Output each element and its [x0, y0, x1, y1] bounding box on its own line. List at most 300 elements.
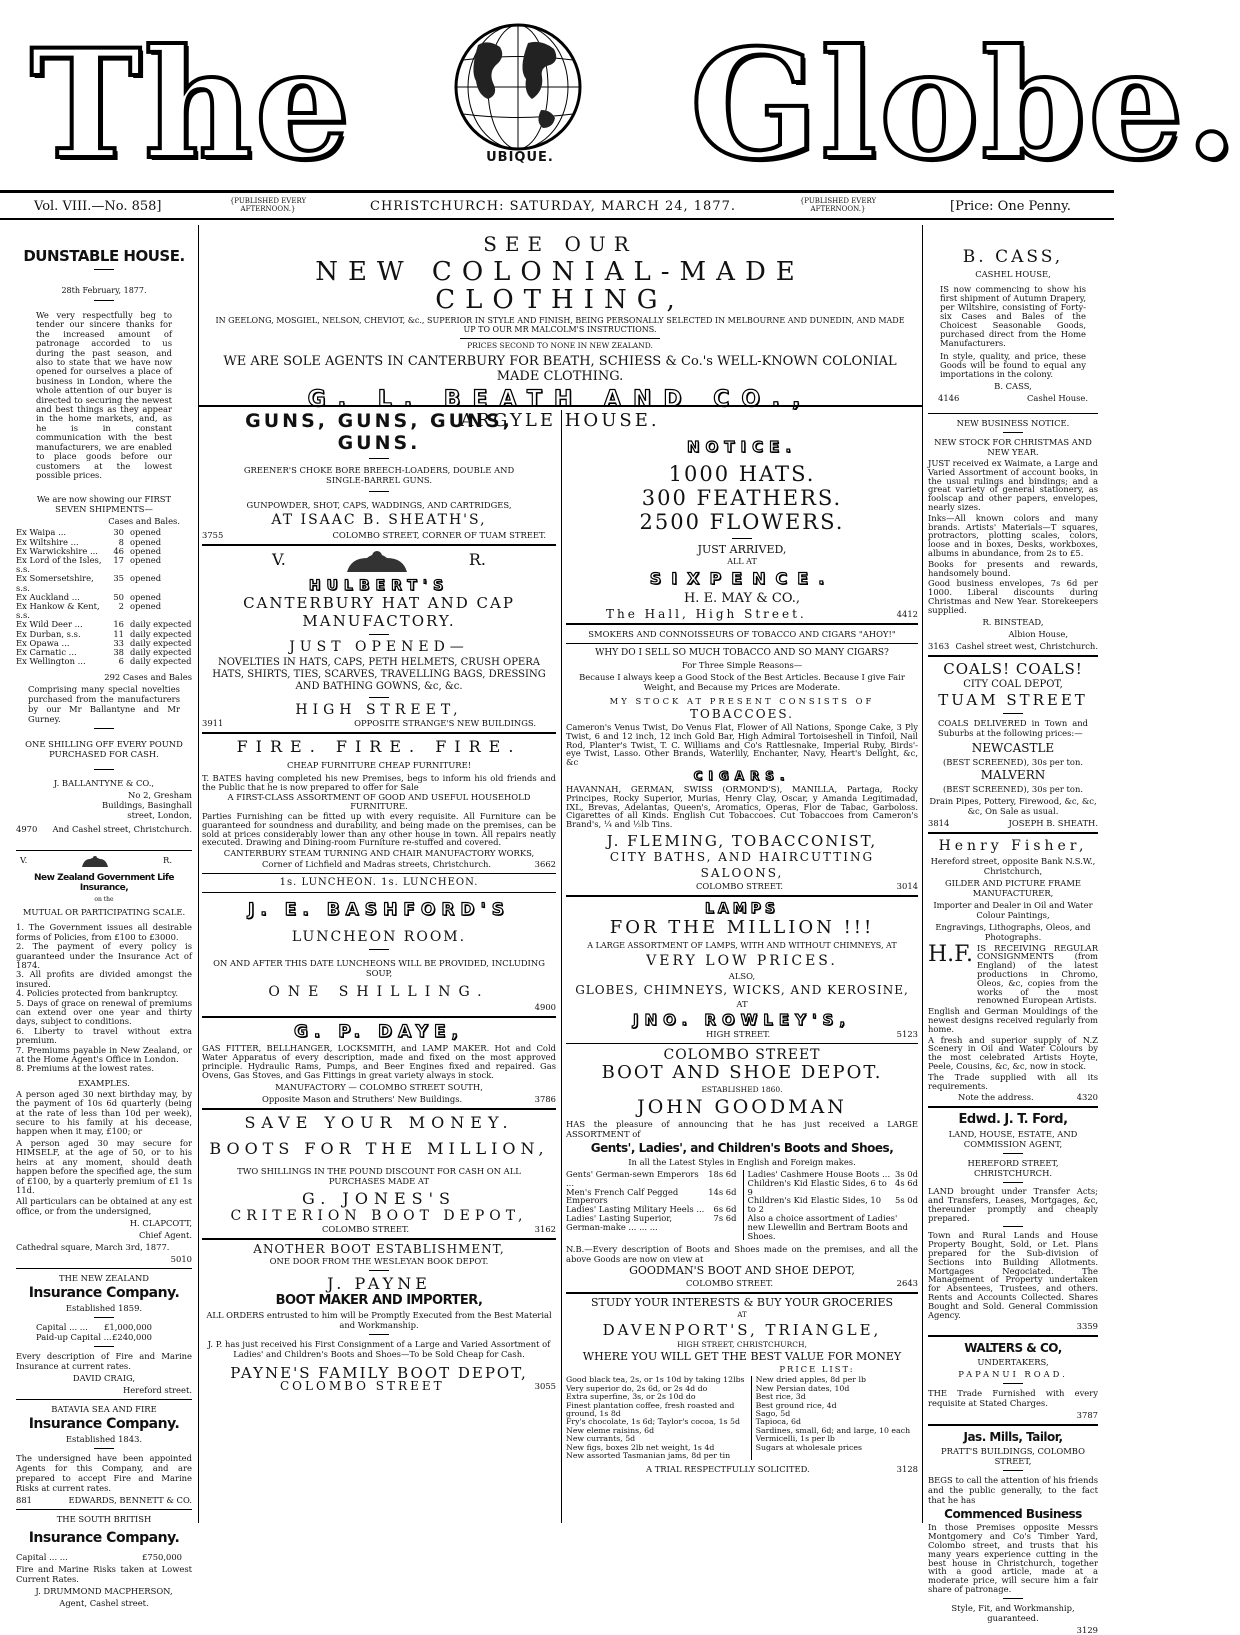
shipment-status: opened	[130, 527, 162, 538]
ad-text: 1000 HATS.	[668, 462, 816, 486]
list-item: 3. All profits are divided amongst the insured.	[16, 969, 192, 989]
ad-title: FIRE. FIRE. FIRE.	[236, 737, 522, 756]
ad-number: 3128	[896, 1464, 918, 1475]
ad-text: JUST OPENED—	[289, 639, 469, 655]
shipment-status: daily expected	[130, 619, 192, 630]
ad-text: NOVELTIES IN HATS, CAPS, PETH HELMETS, CRUSH OPERA HATS, SHIRTS, TIES, SCARVES, TRAVELLING BAGS, DRESSING AND BATHING GOWNS, &c, &c.	[212, 657, 546, 692]
ad-ford-land-agent	[928, 1112, 1098, 1331]
ad-text: GUNPOWDER, SHOT, CAPS, WADDINGS, AND CARTRIDGES,	[246, 500, 512, 510]
list-item: New eleme raisins, 6d	[566, 1425, 655, 1435]
ad-south-british-insurance	[16, 1514, 192, 1608]
ad-text: TWO SHILLINGS IN THE POUND DISCOUNT FOR CASH ON ALL PURCHASES MADE AT	[237, 1165, 521, 1186]
ad-title: HULBERT'S	[308, 578, 450, 594]
ad-text: TOBACCOES.	[690, 707, 794, 721]
ad-text: 300 FEATHERS.	[641, 486, 843, 510]
ad-text: IS RECEIVING REGULAR CONSIGNMENTS (from England) of the latest productions in Chromo, Oleos, &c, copies from the works of the most renowned European Artists.	[977, 942, 1098, 1006]
ad-text: ANOTHER BOOT ESTABLISHMENT,	[253, 1241, 505, 1256]
ad-jones-boots	[202, 1114, 556, 1234]
ad-number: 881	[16, 1495, 32, 1506]
item-price: 14s 6d	[708, 1186, 737, 1197]
ad-title: CANTERBURY HAT AND CAP MANUFACTORY.	[243, 594, 515, 630]
ad-title: G. P. DAYE,	[293, 1022, 465, 1043]
dateline	[0, 190, 1114, 220]
ad-text: ESTABLISHED 1860.	[701, 1084, 783, 1094]
ad-title: BOOT AND SHOE DEPOT.	[601, 1061, 883, 1083]
ad-text: A person aged 30 next birthday may, by the payment of 10s 6d quarterly (being at the rate of less than 10d per week), secure to his family at his decease, happen when it may, £100; or	[16, 1088, 192, 1137]
ad-number: 4146	[938, 393, 960, 403]
ad-text: For Three Simple Reasons—	[681, 660, 803, 670]
shipment-count: 38	[113, 646, 124, 657]
ad-text: GREENER'S CHOKE BORE BREECH-LOADERS, DOUBLE AND SINGLE-BARREL GUNS.	[243, 465, 515, 485]
shipment-count: 2	[118, 600, 124, 611]
ad-text: AT ISAAC B. SHEATH'S,	[271, 512, 487, 528]
price-list-right	[751, 1376, 918, 1460]
list-item: Finest plantation coffee, fresh roasted and ground, 1s 8d	[566, 1400, 735, 1418]
ad-text: £240,000	[112, 1332, 152, 1343]
ad-title: BOOTS FOR THE MILLION,	[209, 1138, 549, 1158]
ad-signature: J. DRUMMOND MACPHERSON,	[35, 1586, 173, 1597]
ad-text: WE ARE SOLE AGENTS IN CANTERBURY FOR BEATH, SCHIESS & Co.'s WELL-KNOWN COLONIAL MADE CLOTHING.	[223, 354, 897, 384]
ad-number: 4970	[16, 824, 38, 835]
ad-text: UNDERTAKERS,	[977, 1357, 1049, 1368]
ad-beath-clothing	[202, 230, 918, 431]
ad-title: J. E. BASHFORD'S	[248, 900, 510, 921]
ad-text: V.	[272, 550, 286, 569]
ad-text: MALVERN	[980, 767, 1046, 782]
ad-nz-government-life	[16, 855, 192, 1264]
ad-number: 3129	[1076, 1624, 1098, 1635]
ad-signature: Cathedral square, March 3rd, 1877.	[16, 1242, 170, 1253]
shipment-status: opened	[130, 573, 162, 584]
item-name: Ladies' Cashmere House Boots ...	[747, 1168, 891, 1179]
masthead	[0, 0, 1240, 193]
ad-text: Cameron's Venus Twist, Do Venus Flat, Flower of All Nations, Sponge Cake, 3 Ply Twist, 6 and 12 inch, 12 inch Gold Bar, High Admiral Tortoiseshell in Tinfoil, Nail Rod, Planter's Twist, T. C. Williams and Co's Rattlesnake, Imperial Ruby, Birds'-eye Twist, Lasso. Other Brands, Waterlily, Enchanter, Navy, Heart's Delight, &c, &c	[566, 722, 918, 768]
shipment-name: Ex Wiltshire ...	[16, 536, 79, 547]
item-name: Children's Kid Elastic Sides, 10 to 2	[747, 1195, 882, 1215]
ad-text: PAPANUI ROAD.	[958, 1369, 1068, 1380]
ad-text: COALS DELIVERED in Town and Suburbs at the following prices:—	[938, 717, 1088, 738]
volume-number: Vol. VIII.—No. 858]	[34, 199, 162, 214]
ad-title: G. JONES'S	[302, 1188, 456, 1208]
shipment-name: Ex Somersetshire, s.s.	[16, 573, 94, 593]
ad-title: JOHN GOODMAN	[637, 1095, 847, 1118]
shipment-count: 33	[113, 637, 124, 648]
ad-title: Insurance Company.	[28, 1530, 180, 1547]
ad-text: SEE OUR	[483, 232, 637, 256]
ad-number: 3755	[202, 530, 224, 540]
ad-signature: J. BALLANTYNE & CO.,	[53, 778, 155, 789]
ad-text: LUNCHEON ROOM.	[291, 929, 467, 946]
ad-title: J. FLEMING, TOBACCONIST,	[606, 831, 878, 850]
ad-title: JNO. ROWLEY'S,	[632, 1010, 852, 1029]
ad-text: CITY COAL DEPOT,	[963, 678, 1063, 690]
ad-text: T. BATES having completed his new Premises, begs to inform his old friends and the Public that he is now prepared to offer for Sale	[202, 773, 556, 792]
ad-number: 3662	[534, 859, 556, 870]
ad-title: PAYNE'S FAMILY BOOT DEPOT,	[230, 1363, 528, 1382]
ad-text: Albion House,	[1008, 628, 1068, 639]
ad-text: Capital ... ...	[16, 1552, 68, 1563]
ad-text: MUTUAL OR PARTICIPATING SCALE.	[22, 907, 186, 918]
ad-text: PRICES SECOND TO NONE IN NEW ZEALAND.	[460, 338, 660, 350]
ad-body: 292 Cases and Bales	[104, 672, 192, 683]
price-list-left	[566, 1376, 745, 1460]
ad-text: THE Trade Furnished with every requisite at Stated Charges.	[928, 1388, 1098, 1409]
ad-signature: EDWARDS, BENNETT & CO.	[68, 1495, 192, 1506]
ad-number: 5123	[896, 1028, 918, 1039]
list-item: 1. The Government issues all desirable forms of Policies, from £100 to £3000.	[16, 922, 192, 942]
ad-text: Inks—All known colors and many brands. Artists' Materials—T squares, protractors, plotting scales, colors, loose and in boxes, Desks, workboxes, albums in abundance, from 2s to £5.	[928, 512, 1098, 558]
list-item	[566, 1214, 737, 1232]
ad-signature: Chief Agent.	[139, 1230, 192, 1241]
column-3	[566, 410, 918, 1525]
shipment-name: Ex Wild Deer ...	[16, 619, 83, 630]
ad-text: (BEST SCREENED), 30s per ton.	[942, 783, 1083, 794]
ad-payne-boots	[202, 1241, 556, 1393]
item-price: 3s 0d	[895, 1168, 918, 1179]
ad-text: CIGARS.	[693, 768, 791, 783]
shipment-name: Ex Carnatic ...	[16, 646, 77, 657]
ad-title: Henry Fisher,	[938, 837, 1088, 854]
policy-points	[16, 923, 192, 1074]
ad-signature: DAVID CRAIG,	[72, 1373, 136, 1384]
ad-text: JUST ARRIVED,	[697, 543, 787, 556]
ad-text: £750,000	[142, 1552, 182, 1563]
list-item: 4. Policies protected from bankruptcy.	[16, 988, 179, 999]
ad-text: GLOBES, CHIMNEYS, WICKS, AND KEROSINE,	[575, 982, 909, 997]
ad-title: TUAM STREET	[938, 690, 1088, 709]
ad-text: In all the Latest Styles in English and Foreign makes.	[628, 1156, 856, 1167]
ad-text: WHY DO I SELL SO MUCH TOBACCO AND SO MANY CIGARS?	[595, 648, 889, 658]
ad-hulbert	[202, 550, 556, 728]
item-price: 18s 6d	[708, 1168, 737, 1179]
ad-title: NEW COLONIAL-MADE CLOTHING,	[315, 257, 805, 315]
ad-title: New Zealand Government Life Insurance,	[34, 873, 174, 894]
shipment-status: opened	[130, 591, 162, 602]
ad-text: HAVANNAH, GERMAN, SWISS (ORMOND'S), MANILLA, Partaga, Rocky Principes, Rocky Superior, Murias, Henry Clay, Oscar, y Amanda Legitimadad, IXL, Brevas, Adelantas, Queen's, Aromatics, Operas, Flor de Tabac, Garboloss. Cigarettes of all Kinds. English Cut Tobaccoes. Cut Tobaccoes from Cameron's Brand's, ¼ and ½lb Tins.	[566, 783, 918, 830]
ad-text: PRICE LIST:	[779, 1364, 855, 1375]
column-rule	[922, 225, 923, 1523]
list-item: 5. Days of grace on renewal of premiums can extend over one year and thirty days, subject to conditions.	[16, 997, 192, 1027]
ad-title: NEW BUSINESS NOTICE.	[956, 418, 1070, 428]
ad-number: 3359	[1076, 1321, 1098, 1332]
ad-body: Comprising many special novelties purchased from the manufacturers by our Mr Ballantyne and Mr Gurney.	[28, 684, 180, 725]
shipment-name: Ex Durban, s.s.	[16, 628, 81, 639]
ad-body: ONE SHILLING OFF EVERY POUND PURCHASED FOR CASH.	[25, 739, 183, 760]
ad-text: Style, Fit, and Workmanship, guaranteed.	[951, 1602, 1075, 1623]
ad-text: N.B.—Every description of Boots and Shoes made on the premises, and all the above Goods are now on view at	[566, 1244, 918, 1265]
shipment-count: 50	[113, 591, 124, 602]
masthead-word-the: The	[30, 17, 353, 193]
shipment-name: Ex Opawa ...	[16, 637, 70, 648]
ad-text: Good business envelopes, 7s 6d per 1000. Liberal discounts during Christmas and New Year. Storekeepers supplied.	[928, 578, 1098, 615]
ad-number: 2643	[896, 1278, 918, 1289]
ad-text: IN GEELONG, MOSGIEL, NELSON, CHEVIOT, &c., SUPERIOR IN STYLE AND FINISH, BEING PERSONALLY SELECTED IN MELBOURNE AND DUNEDIN, AND MADE UP TO OUR MR MALCOLM'S INSTRUCTIONS.	[215, 316, 905, 334]
shipment-count: 16	[113, 619, 124, 630]
shipment-status: opened	[130, 600, 162, 611]
ad-text: Because I always keep a Good Stock of the Best Articles. Because I give Fair Weight, and Because my Prices are Moderate.	[579, 672, 905, 692]
shipment-status: daily expected	[130, 628, 192, 639]
ad-text: ARGYLE HOUSE.	[460, 410, 660, 431]
shipment-status: opened	[130, 536, 162, 547]
ad-text: on the	[94, 896, 114, 904]
shipment-status: opened	[130, 545, 162, 556]
item-name: Gents' German-sewn Emperors ...	[566, 1168, 699, 1188]
ad-text: H. E. MAY & CO.,	[683, 591, 801, 606]
shipment-name: Ex Warwickshire ...	[16, 545, 98, 556]
ad-text: Hereford street, opposite Bank N.S.W., Christchurch,	[930, 855, 1096, 876]
shipment-count: 6	[118, 656, 124, 667]
ad-text: HEREFORD STREET, CHRISTCHURCH.	[967, 1158, 1059, 1179]
shipment-status: daily expected	[130, 637, 192, 648]
list-item: Very superior do, 2s 6d, or 2s 4d do	[566, 1383, 708, 1393]
ad-title: STUDY YOUR INTERESTS & BUY YOUR GROCERIES	[590, 1296, 894, 1310]
ad-signature: And Cashel street, Christchurch.	[52, 824, 192, 835]
ad-text: AT	[736, 998, 748, 1009]
ad-text: THE NEW ZEALAND	[58, 1273, 149, 1284]
ad-text: The Trade supplied with all its requirements.	[928, 1071, 1098, 1091]
ad-text: GAS FITTER, BELLHANGER, LOCKSMITH, and LAMP MAKER. Hot and Cold Water Apparatus of every description, made and fixed on the most approved principle. Hydraulic Rams, Pumps, and Beer Engines fixed and repaired. Gas Ovens, Gas Stoves, and Gas Fittings in great variety always in stock.	[202, 1043, 556, 1080]
ad-goodman-boots	[566, 1048, 918, 1288]
ad-signature: No 2, Gresham Buildings, Basinghall street, London,	[102, 790, 192, 821]
ad-binstead-stationery	[928, 418, 1098, 651]
ad-text: WHERE YOU WILL GET THE BEST VALUE FOR MONEY	[582, 1350, 902, 1364]
item-price: 7s 6d	[713, 1212, 737, 1223]
ad-text: IS now commencing to show his first shipment of Autumn Drapery, per Wiltshire, consisting of Forty-six Cases and Bales of the Choicest Seasonable Goods, purchased direct from the Home Manufacturers.	[940, 284, 1086, 348]
ad-number: 3787	[1076, 1410, 1098, 1421]
ad-body: We are now showing our FIRST SEVEN SHIPMENTS—	[36, 494, 172, 515]
ad-batavia-insurance	[16, 1404, 192, 1505]
ad-text: HIGH STREET.	[706, 1028, 771, 1039]
shipment-count: 35	[113, 573, 124, 584]
ad-guns	[202, 410, 556, 540]
item-name: Children's Kid Elastic Sides, 6 to 9	[747, 1177, 887, 1197]
ad-title: BOOT MAKER AND IMPORTER,	[275, 1292, 483, 1308]
ad-text: Established 1843.	[65, 1434, 143, 1445]
list-item: Good black tea, 2s, or 1s 10d by taking 12lbs	[566, 1375, 745, 1385]
shipment-count: 17	[113, 554, 124, 565]
list-item	[748, 1214, 919, 1240]
ad-number: 3055	[534, 1380, 556, 1391]
ad-text: COLOMBO STREET.	[322, 1223, 409, 1234]
globe-icon	[443, 15, 593, 165]
ad-text: Drain Pipes, Pottery, Firewood, &c, &c, &c, On Sale as usual.	[929, 795, 1097, 816]
column-rule	[198, 225, 199, 1523]
royal-arms-icon	[78, 855, 112, 869]
item-name: Men's French Calf Pegged Emperors	[566, 1186, 679, 1206]
ad-text: CHEAP FURNITURE CHEAP FURNITURE!	[286, 760, 472, 770]
list-item: Extra superfine, 3s, or 2s 10d do	[566, 1392, 696, 1402]
ad-text: 1s. LUNCHEON. 1s. LUNCHEON.	[279, 877, 479, 889]
list-item	[16, 602, 192, 620]
ad-cass-drapery	[928, 247, 1098, 403]
ad-title: GUNS, GUNS, GUNS, GUNS.	[245, 410, 513, 454]
list-item: New dried apples, 8d per lb	[755, 1375, 866, 1385]
list-item: Sugars at wholesale prices	[755, 1442, 863, 1452]
ad-text: A LARGE ASSORTMENT OF LAMPS, WITH AND WITHOUT CHIMNEYS, AT	[587, 940, 897, 950]
list-item: 6. Liberty to travel without extra premium.	[16, 1025, 192, 1046]
ad-text: AT	[737, 1311, 747, 1320]
ad-text: HAS the pleasure of announcing that he has just received a LARGE ASSORTMENT of	[566, 1118, 918, 1139]
shipment-count: 30	[113, 527, 124, 538]
ad-text: BATAVIA SEA AND FIRE	[51, 1404, 157, 1415]
ad-text: GOODMAN'S BOOT AND SHOE DEPOT,	[629, 1264, 855, 1278]
ad-text: ONE DOOR FROM THE WESLEYAN BOOK DEPOT.	[269, 1255, 489, 1266]
ad-text: HIGH STREET,	[295, 702, 463, 718]
ad-text: A person aged 30 may secure for HIMSELF, at the age of 50, or to his heirs at any moment, should death happen before the specified age, the sum of £100, by a quarterly premium of £1 1s 11d.	[16, 1137, 192, 1195]
ad-title: B. CASS,	[962, 247, 1064, 267]
list-item: Best ground rice, 4d	[755, 1400, 837, 1410]
list-item: New currants, 5d	[566, 1434, 636, 1444]
ad-text: LAND brought under Transfer Acts; and Transfers, Leases, Mortgages, &c, thereunder promptly and cheaply prepared.	[928, 1186, 1098, 1223]
list-item: 8. Premiums at the lowest rates.	[16, 1063, 155, 1074]
ad-signature: H. CLAPCOTT,	[129, 1218, 192, 1229]
shipment-name: Ex Lord of the Isles, s.s.	[16, 554, 102, 575]
ad-daye-gasfitter	[202, 1022, 556, 1103]
item-price: 6s 6d	[713, 1204, 737, 1215]
ad-text: ALL ORDERS entrusted to him will be Promptly Executed from the Best Material and Workmanship.	[206, 1309, 552, 1330]
list-item: New Persian dates, 10d	[755, 1383, 850, 1393]
ad-number: 3786	[534, 1093, 556, 1104]
ad-title: G. L. BEATH AND CO.,	[307, 387, 813, 412]
ad-text: Opposite Mason and Struthers' New Buildings.	[262, 1093, 463, 1104]
shipment-name: Ex Hankow & Kent, s.s.	[16, 600, 100, 621]
ad-text: NEWCASTLE	[971, 740, 1055, 755]
item-name: Also a choice assortment of Ladies' new Llewellin and Bertram Boots and Shoes.	[747, 1212, 908, 1241]
ad-text: ON AND AFTER THIS DATE LUNCHEONS WILL BE PROVIDED, INCLUDING SOUP,	[213, 958, 545, 979]
ad-text: Every description of Fire and Marine Insurance at current rates.	[16, 1351, 192, 1372]
ad-title: NOTICE.	[686, 438, 798, 456]
ad-signature: JOSEPH B. SHEATH.	[1008, 817, 1098, 828]
ad-fleming-tobacco	[566, 629, 918, 891]
ad-text: COLOMBO STREET.	[686, 1278, 773, 1289]
list-item: 7. Premiums payable in New Zealand, or at the Home Agent's Office in London.	[16, 1044, 192, 1065]
ad-mills-tailor	[928, 1430, 1098, 1634]
ad-signature: B. CASS,	[994, 381, 1032, 391]
ad-text: R.	[163, 855, 172, 866]
ad-text: Capital ... ...	[36, 1322, 88, 1333]
ad-text: Parties Furnishing can be fitted up with every requisite. All Furniture can be guaranteed for soundness and durability, and being made on the premises, can be sold at prices considerably lower than any other house in town. All repairs neatly executed. Drawing and Dining-room Furniture re-stuffed and covered.	[202, 811, 556, 848]
list-item: Tapioca, 6d	[755, 1417, 801, 1427]
ad-title: Jas. Mills, Tailor,	[963, 1430, 1063, 1445]
ad-text: NEW STOCK FOR CHRISTMAS AND NEW YEAR.	[934, 437, 1092, 457]
ad-text: Cashel street west, Christchurch.	[955, 640, 1098, 651]
ad-title: DAVENPORT'S, TRIANGLE,	[602, 1321, 882, 1340]
royal-arms-icon	[337, 550, 417, 574]
list-item	[16, 574, 192, 592]
ad-title: FOR THE MILLION !!!	[609, 916, 875, 938]
ad-text: Note the address.	[958, 1092, 1034, 1103]
ad-text: BEGS to call the attention of his friends and the public generally, to the fact that he has	[928, 1475, 1098, 1506]
ad-text: CRITERION BOOT DEPOT,	[230, 1207, 528, 1224]
ad-may-hats	[566, 438, 918, 619]
ad-title: J. PAYNE	[327, 1273, 431, 1293]
list-item	[16, 657, 192, 666]
ad-title: Edwd. J. T. Ford,	[958, 1112, 1068, 1128]
ad-text: English and German Mouldings of the newest designs received regularly from home.	[928, 1006, 1098, 1034]
price-list-right	[743, 1170, 919, 1240]
ad-sheath-coals	[928, 661, 1098, 828]
shipment-name: Ex Wellington ...	[16, 656, 86, 667]
ad-rowley-lamps	[566, 901, 918, 1039]
ad-text: OPPOSITE STRANGE'S NEW BUILDINGS.	[354, 718, 536, 728]
list-item	[16, 556, 192, 574]
ad-text: V.	[20, 855, 28, 866]
ad-title: Insurance Company.	[28, 1285, 180, 1302]
shipment-count: 8	[118, 536, 124, 547]
ad-dunstable-house	[16, 247, 192, 834]
ad-text: MY STOCK AT PRESENT CONSISTS OF	[609, 696, 875, 706]
item-name: Ladies' Lasting Military Heels ...	[566, 1204, 705, 1215]
ad-text: Cashel House.	[1026, 393, 1088, 403]
list-item	[748, 1179, 919, 1197]
ad-title: DUNSTABLE HOUSE.	[23, 247, 185, 265]
masthead-motto: UBIQUE.	[486, 150, 554, 165]
ad-text: VERY LOW PRICES.	[646, 952, 838, 969]
item-name: Ladies' Lasting Superior, German-make ... ... ...	[566, 1212, 673, 1232]
ad-text: CANTERBURY STEAM TURNING AND CHAIR MANUFACTORY WORKS,	[223, 847, 535, 858]
shipment-name: Ex Auckland ...	[16, 591, 80, 602]
ad-text: H.F.	[928, 941, 974, 967]
ad-text: LAND, HOUSE, ESTATE, AND COMMISSION AGENT,	[948, 1129, 1078, 1150]
ad-text: J. P. has just received his First Consignment of a Large and Varied Assortment of Ladies' and Children's Boots and Shoes—To be Sold Cheap for Cash.	[207, 1338, 551, 1359]
column-4	[928, 225, 1098, 1635]
ad-text: MANUFACTORY — COLOMBO STREET SOUTH,	[275, 1081, 483, 1092]
ad-fisher-picture-frames	[928, 838, 1098, 1103]
ad-new-zealand-insurance	[16, 1273, 192, 1395]
item-price: 4s 6d	[895, 1177, 918, 1188]
ad-text: Engravings, Lithographs, Oleos, and Photographs.	[935, 921, 1091, 942]
ad-number: 3162	[534, 1223, 556, 1234]
ad-date: 28th February, 1877.	[61, 286, 147, 295]
list-item	[566, 1170, 737, 1188]
ad-text: HIGH STREET, CHRISTCHURCH,	[677, 1340, 807, 1350]
ad-text: PRATT'S BUILDINGS, COLOMBO STREET,	[941, 1446, 1085, 1467]
ad-title: Commenced Business	[944, 1507, 1082, 1522]
shipment-status: opened	[130, 554, 162, 565]
ad-signature: Hereford street.	[123, 1385, 192, 1396]
published-note-left: {PUBLISHED EVERY AFTERNOON.}	[229, 197, 307, 213]
ad-text: SMOKERS AND CONNOISSEURS OF TOBACCO AND CIGARS "AHOY!"	[588, 629, 896, 639]
list-item	[566, 1188, 737, 1206]
ad-title: Gents', Ladies', and Children's Boots and Shoes,	[590, 1140, 894, 1155]
ad-number: 4900	[534, 1002, 556, 1013]
ad-number: 5010	[170, 1254, 192, 1265]
ad-text: THE SOUTH BRITISH	[56, 1514, 152, 1525]
ad-bashford-luncheon	[202, 878, 556, 1012]
ad-text: COLOMBO STREET.	[696, 880, 783, 891]
ad-text: Paid-up Capital ...	[36, 1332, 112, 1343]
ad-text: The Hall, High Street.	[606, 607, 807, 621]
place-and-date: CHRISTCHURCH: SATURDAY, MARCH 24, 1877.	[370, 199, 736, 214]
ad-title: COALS! COALS!	[943, 659, 1083, 678]
shipment-name: Ex Waipa ...	[16, 527, 67, 538]
list-item: Sago, 5d	[755, 1408, 791, 1418]
column-rule	[561, 410, 562, 1523]
ad-text: COLOMBO STREET	[663, 1046, 821, 1063]
item-price: 5s 0d	[895, 1195, 918, 1206]
ad-text: ALL AT	[727, 557, 757, 566]
published-note-right: {PUBLISHED EVERY AFTERNOON.}	[799, 197, 877, 213]
ad-text: Town and Rural Lands and House Property Bought, Sold, or Let. Plans prepared for the Sub-division of Sections into Building Allotments. Mortgages Negociated. The Management of Property undertaken for Absentees, Trustees, and others. Rents and Accounts Collected. Shares Bought and Sold. General Commission Agency.	[928, 1230, 1098, 1320]
shipment-count: 11	[113, 628, 124, 639]
ad-text: A TRIAL RESPECTFULLY SOLICITED.	[646, 1464, 810, 1475]
ad-text: ALSO,	[728, 970, 756, 981]
ad-text: JUST received ex Waimate, a Large and Varied Assortment of account books, in the usual rulings and bindings; and a great variety of general stationery, as foolscap and other papers, envelopes, nearly sizes.	[928, 458, 1098, 512]
shipment-status: daily expected	[130, 656, 192, 667]
ad-text: CASHEL HOUSE,	[975, 269, 1051, 279]
column-2	[202, 410, 556, 1525]
ad-text: The undersigned have been appointed Agents for this Company, and are prepared to accept Fire and Marine Risks at current rates.	[16, 1453, 192, 1494]
